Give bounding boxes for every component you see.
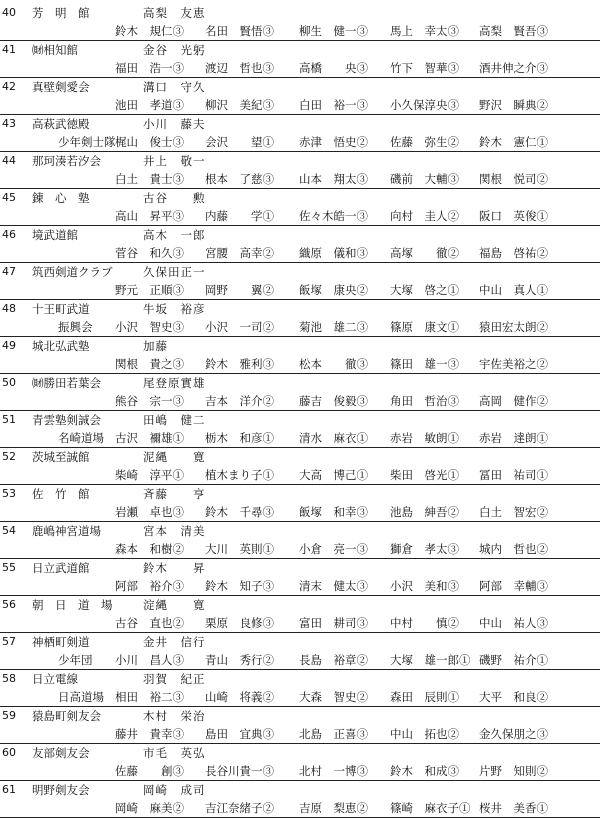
member-name: 大塚 雄一郎①: [390, 653, 471, 667]
roster-entry: [0, 263, 600, 300]
entry-line-2: [0, 133, 600, 151]
member-name: 白土 貴士③: [115, 172, 184, 186]
entry-number: 50: [2, 376, 16, 389]
entry-number: 52: [2, 450, 16, 463]
roster-entry: [0, 300, 600, 337]
member-name: 高塚 徹②: [390, 246, 459, 260]
club-name-line-2: 少年団: [58, 653, 93, 667]
member-name: 清水 麻衣①: [299, 431, 368, 445]
member-name: 会沢 望①: [205, 135, 274, 149]
member-name: 小川 昌人③: [115, 653, 184, 667]
member-name: 名田 賢悟③: [205, 24, 274, 38]
member-name: 関根 貴之③: [115, 357, 184, 371]
member-name: 古沢 禰雄①: [115, 431, 184, 445]
member-name: 中山 祐人③: [479, 616, 548, 630]
member-name: 小久保淳央③: [390, 98, 459, 112]
roster-entry: [0, 633, 600, 670]
member-name: 磯野 祐介①: [479, 653, 548, 667]
leader-name: 古谷 勲: [143, 191, 206, 205]
club-name: 佐 竹 館: [32, 487, 90, 501]
entry-number: 49: [2, 339, 16, 352]
leader-name: 牛坂 裕彦: [143, 302, 206, 316]
member-name: 岩瀬 卓也③: [115, 505, 184, 519]
roster-entry: [0, 559, 600, 596]
member-name: 相田 裕二③: [115, 690, 184, 704]
club-name: 茨城至誠館: [32, 450, 90, 464]
club-name: 筑西剣道クラブ: [32, 265, 113, 279]
entry-number: 53: [2, 487, 16, 500]
entry-number: 47: [2, 265, 16, 278]
entry-line-1: [0, 41, 600, 59]
roster-entry: [0, 4, 600, 41]
club-name: 猿島町剣友会: [32, 709, 101, 723]
member-name: 植木まり子①: [205, 468, 274, 482]
club-name: 鹿嶋神宮道場: [32, 524, 101, 538]
club-name: 高萩武徳殿: [32, 117, 90, 131]
member-name: 北島 正喜③: [299, 727, 368, 741]
member-name: 岡野 翼②: [205, 283, 274, 297]
leader-name: 田嶋 健二: [143, 413, 206, 427]
entry-line-1: [0, 263, 600, 281]
entry-number: 58: [2, 672, 16, 685]
leader-name: 尾登原實雄: [143, 376, 206, 390]
member-name: 鈴木 知子③: [205, 579, 274, 593]
member-name: 金久保朋之③: [479, 727, 548, 741]
club-name-line-2: 少年剣士隊: [58, 135, 116, 149]
member-name: 酒井伸之介③: [479, 61, 548, 75]
entry-line-2: [0, 207, 600, 225]
leader-name: 金井 信行: [143, 635, 206, 649]
roster-entry: [0, 448, 600, 485]
entry-line-1: [0, 78, 600, 96]
entry-line-2: [0, 651, 600, 669]
entry-line-2: [0, 725, 600, 743]
member-name: 藤吉 俊毅③: [299, 394, 368, 408]
roster-entry: [0, 337, 600, 374]
roster-entry: [0, 596, 600, 633]
member-name: 赤津 悟史②: [299, 135, 368, 149]
club-name-line-2: 日高道場: [58, 690, 104, 704]
leader-name: 木村 栄治: [143, 709, 206, 723]
entry-line-2: [0, 244, 600, 262]
leader-name: 小川 藤夫: [143, 117, 206, 131]
club-name: 芳 明 館: [32, 6, 90, 20]
member-name: 北村 一博③: [299, 764, 368, 778]
leader-name: 市毛 英弘: [143, 746, 206, 760]
member-name: 宇佐美裕之②: [479, 357, 548, 371]
member-name: 鈴木 千尋③: [205, 505, 274, 519]
club-name: 錬 心 塾: [32, 191, 90, 205]
entry-line-1: [0, 522, 600, 540]
roster-entry: [0, 152, 600, 189]
member-name: 向村 圭人②: [390, 209, 459, 223]
member-name: 池島 紳吾②: [390, 505, 459, 519]
member-name: 山本 翔太③: [299, 172, 368, 186]
club-name: ㈶相知館: [32, 43, 78, 57]
member-name: 関根 悦司②: [479, 172, 548, 186]
member-name: 渡辺 哲也③: [205, 61, 274, 75]
leader-name: 加藤: [143, 339, 168, 353]
entry-line-2: [0, 429, 600, 447]
member-name: 熊谷 宗一③: [115, 394, 184, 408]
member-name: 野沢 瞬典②: [479, 98, 548, 112]
member-name: 鈴木 規仁③: [115, 24, 184, 38]
entry-line-1: [0, 4, 600, 22]
member-name: 小沢 美和③: [390, 579, 459, 593]
member-name: 吉本 洋介②: [205, 394, 274, 408]
member-name: 岡崎 麻美②: [115, 801, 184, 815]
member-name: 佐藤 弥生②: [390, 135, 459, 149]
entry-number: 44: [2, 154, 16, 167]
member-name: 大高 博己①: [299, 468, 368, 482]
member-name: 磯前 大輔③: [390, 172, 459, 186]
member-name: 中山 真人①: [479, 283, 548, 297]
entry-line-2: [0, 688, 600, 706]
member-name: 篠原 康文①: [390, 320, 459, 334]
entry-line-1: [0, 781, 600, 799]
entry-line-2: [0, 392, 600, 410]
member-name: 根本 了慈③: [205, 172, 274, 186]
member-name: 栃木 和彦①: [205, 431, 274, 445]
member-name: 白田 裕一③: [299, 98, 368, 112]
roster-entry: [0, 411, 600, 448]
member-name: 中山 拓也②: [390, 727, 459, 741]
roster-entry: [0, 226, 600, 263]
roster-entry: [0, 374, 600, 411]
member-name: 飯塚 和幸③: [299, 505, 368, 519]
entry-line-2: [0, 22, 600, 40]
member-name: 飯塚 康央②: [299, 283, 368, 297]
entry-line-1: [0, 411, 600, 429]
roster-entry: [0, 707, 600, 744]
member-name: 角田 哲治③: [390, 394, 459, 408]
member-name: 島田 宜典③: [205, 727, 274, 741]
member-name: 清末 健太③: [299, 579, 368, 593]
member-name: 猿田宏太朗②: [479, 320, 548, 334]
entry-line-1: [0, 226, 600, 244]
member-name: 大川 英則①: [205, 542, 274, 556]
entry-line-2: [0, 96, 600, 114]
member-name: 山崎 将義②: [205, 690, 274, 704]
club-name: ㈶勝田若葉会: [32, 376, 101, 390]
entry-number: 42: [2, 80, 16, 93]
leader-name: 岡崎 成司: [143, 783, 206, 797]
member-name: 大塚 啓之①: [390, 283, 459, 297]
member-name: 高梨 賢吾③: [479, 24, 548, 38]
member-name: 白土 智宏②: [479, 505, 548, 519]
member-name: 阪口 英俊①: [479, 209, 548, 223]
entry-line-2: [0, 59, 600, 77]
member-name: 福田 浩一③: [115, 61, 184, 75]
member-name: 佐藤 創③: [115, 764, 184, 778]
entry-line-1: [0, 115, 600, 133]
entry-line-1: [0, 337, 600, 355]
member-name: 吉江奈緒子②: [205, 801, 274, 815]
entry-number: 57: [2, 635, 16, 648]
leader-name: 久保田正一: [143, 265, 206, 279]
member-name: 福島 啓祐②: [479, 246, 548, 260]
club-name: 神栖町剣道: [32, 635, 90, 649]
leader-name: 井上 敬一: [143, 154, 206, 168]
member-name: 吉原 梨恵②: [299, 801, 368, 815]
member-name: 小沢 智史③: [115, 320, 184, 334]
entry-line-1: [0, 485, 600, 503]
member-name: 森本 和樹②: [115, 542, 184, 556]
club-name: 日立武道館: [32, 561, 90, 575]
club-name: 日立電線: [32, 672, 78, 686]
entry-line-2: [0, 799, 600, 817]
entry-number: 61: [2, 783, 16, 796]
member-name: 高岡 健作②: [479, 394, 548, 408]
entry-number: 40: [2, 6, 16, 19]
entry-line-1: [0, 633, 600, 651]
member-name: 篠田 雄一③: [390, 357, 459, 371]
leader-name: 羽賀 紀正: [143, 672, 206, 686]
leader-name: 高木 一郎: [143, 228, 206, 242]
member-name: 菅谷 和久③: [115, 246, 184, 260]
entry-number: 60: [2, 746, 16, 759]
entry-number: 51: [2, 413, 16, 426]
club-name: 十王町武道: [32, 302, 90, 316]
member-name: 柳生 健一③: [299, 24, 368, 38]
club-name-line-2: 名崎道場: [58, 431, 104, 445]
club-name: 境武道館: [32, 228, 78, 242]
member-name: 城内 哲也②: [479, 542, 548, 556]
member-name: 獅倉 孝太③: [390, 542, 459, 556]
member-name: 桜井 美香①: [479, 801, 548, 815]
member-name: 赤岩 達朗①: [479, 431, 548, 445]
entry-line-2: [0, 577, 600, 595]
member-name: 内藤 学①: [205, 209, 274, 223]
member-name: 宮腰 高幸②: [205, 246, 274, 260]
leader-name: 斉藤 亨: [143, 487, 206, 501]
roster-entry: [0, 522, 600, 559]
member-name: 栗原 良修③: [205, 616, 274, 630]
leader-name: 高梨 友恵: [143, 6, 206, 20]
member-name: 大平 和良②: [479, 690, 548, 704]
member-name: 阿部 幸輔③: [479, 579, 548, 593]
entry-number: 56: [2, 598, 16, 611]
entry-number: 43: [2, 117, 16, 130]
leader-name: 淀縄 寛: [143, 598, 206, 612]
member-name: 柴田 啓光①: [390, 468, 459, 482]
roster-entry: [0, 670, 600, 707]
entry-number: 46: [2, 228, 16, 241]
member-name: 赤岩 敏朗①: [390, 431, 459, 445]
entry-number: 41: [2, 43, 16, 56]
leader-name: 鈴木 昇: [143, 561, 206, 575]
leader-name: 泥縄 寛: [143, 450, 206, 464]
member-name: 柴崎 淳平①: [115, 468, 184, 482]
club-name: 城北弘武塾: [32, 339, 90, 353]
member-name: 藤井 貴幸③: [115, 727, 184, 741]
member-name: 野元 正順③: [115, 283, 184, 297]
club-name: 朝 日 道 場: [32, 598, 113, 612]
entry-line-1: [0, 559, 600, 577]
entry-number: 55: [2, 561, 16, 574]
member-name: 鈴木 和成③: [390, 764, 459, 778]
entry-line-1: [0, 744, 600, 762]
member-name: 柳沢 美紀③: [205, 98, 274, 112]
entry-line-1: [0, 300, 600, 318]
member-name: 森田 辰則①: [390, 690, 459, 704]
member-name: 織原 儀和③: [299, 246, 368, 260]
entry-line-1: [0, 448, 600, 466]
entry-line-2: [0, 170, 600, 188]
entry-line-2: [0, 503, 600, 521]
member-name: 菊池 雄二③: [299, 320, 368, 334]
entry-line-2: [0, 614, 600, 632]
member-name: 鈴木 憲仁①: [479, 135, 548, 149]
leader-name: 金谷 光躬: [143, 43, 206, 57]
roster-entry: [0, 744, 600, 781]
entry-line-1: [0, 596, 600, 614]
member-name: 小倉 亮一③: [299, 542, 368, 556]
roster-entry: [0, 115, 600, 152]
club-name: 那珂湊若汐会: [32, 154, 101, 168]
member-name: 池田 孝道③: [115, 98, 184, 112]
member-name: 大森 智史②: [299, 690, 368, 704]
member-name: 佐々木皓一③: [299, 209, 368, 223]
entry-line-2: [0, 318, 600, 336]
member-name: 中村 慎②: [390, 616, 459, 630]
leader-name: 宮本 清美: [143, 524, 206, 538]
member-name: 片野 知則②: [479, 764, 548, 778]
entry-number: 45: [2, 191, 16, 204]
entry-line-2: [0, 540, 600, 558]
member-name: 篠崎 麻衣子①: [390, 801, 471, 815]
member-name: 竹下 智華③: [390, 61, 459, 75]
entry-number: 48: [2, 302, 16, 315]
entry-number: 59: [2, 709, 16, 722]
entry-number: 54: [2, 524, 16, 537]
roster-entry: [0, 485, 600, 522]
entry-line-1: [0, 670, 600, 688]
roster-entry: [0, 781, 600, 818]
member-name: 高山 昇平③: [115, 209, 184, 223]
club-name: 友部剣友会: [32, 746, 90, 760]
entry-line-1: [0, 374, 600, 392]
member-name: 冨田 祐司①: [479, 468, 548, 482]
leader-name: 溝口 守久: [143, 80, 206, 94]
member-name: 馬上 幸太③: [390, 24, 459, 38]
member-name: 小沢 一司②: [205, 320, 274, 334]
member-name: 松本 徹③: [299, 357, 368, 371]
entry-line-1: [0, 189, 600, 207]
member-name: 青山 秀行②: [205, 653, 274, 667]
member-name: 阿部 裕介③: [115, 579, 184, 593]
entry-line-2: [0, 281, 600, 299]
member-name: 高橋 央③: [299, 61, 368, 75]
member-name: 梶山 俊士③: [115, 135, 184, 149]
member-name: 鈴木 雅利③: [205, 357, 274, 371]
entry-line-1: [0, 707, 600, 725]
entry-line-2: [0, 762, 600, 780]
club-name: 明野剣友会: [32, 783, 90, 797]
club-name: 青雲塾剣誠会: [32, 413, 101, 427]
member-name: 古谷 直也②: [115, 616, 184, 630]
roster-entry: [0, 78, 600, 115]
roster-entry: [0, 189, 600, 226]
roster-entry: [0, 41, 600, 78]
club-name-line-2: 振興会: [58, 320, 93, 334]
entry-line-1: [0, 152, 600, 170]
member-name: 長谷川貴一③: [205, 764, 274, 778]
member-name: 長島 裕章②: [299, 653, 368, 667]
member-name: 富田 耕司③: [299, 616, 368, 630]
entry-line-2: [0, 466, 600, 484]
entry-line-2: [0, 355, 600, 373]
club-name: 真壁剣愛会: [32, 80, 90, 94]
